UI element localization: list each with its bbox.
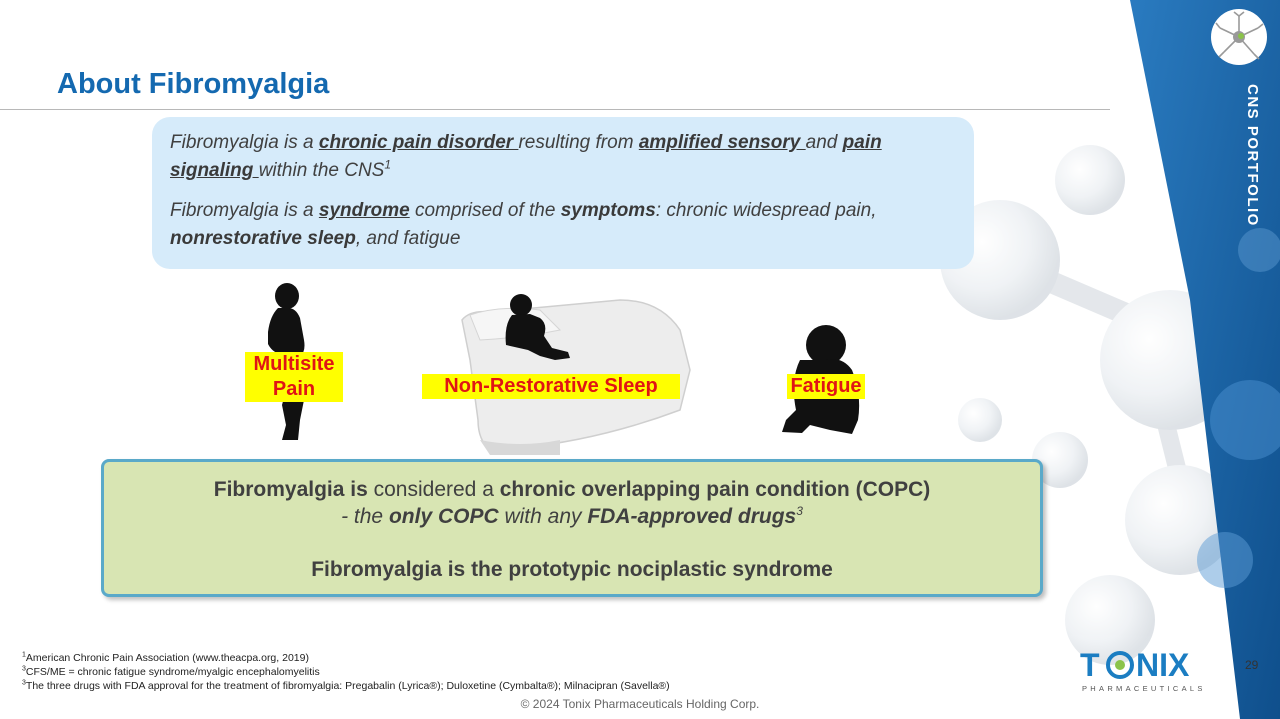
copc-l2-text-2: with any [498, 505, 588, 528]
copc-l1-text: considered a [367, 478, 500, 501]
multisite-pain-label-line2: Pain [272, 378, 316, 400]
def2-symptoms: symptoms [560, 200, 656, 221]
footnote-1-text: American Chronic Pain Association (www.theacpa.org, 2019) [25, 652, 309, 664]
fatigue-label: Fatigue [787, 374, 865, 399]
copc-l2-bold-2: FDA-approved drugs [587, 505, 797, 528]
tonix-logo [1078, 646, 1208, 694]
copc-line-2 [104, 503, 1040, 530]
footnote-3 [22, 679, 670, 693]
svg-text:NIX: NIX [1136, 647, 1190, 683]
copc-l1-bold-2: chronic overlapping pain condition (COPC) [499, 478, 931, 501]
page-number: 29 [1245, 658, 1259, 672]
copc-footnote-ref: 3 [796, 504, 803, 518]
copc-box [101, 459, 1043, 597]
def1-text-2: resulting from [518, 132, 639, 153]
def2-nonrestorative-sleep: nonrestorative sleep [170, 228, 356, 249]
def2-text: Fibromyalgia is a [170, 200, 319, 221]
footnote-1-marker: 1 [22, 651, 26, 659]
footnote-2-text: CFS/ME = chronic fatigue syndrome/myalgic encephalomyelitis [25, 666, 320, 678]
footnotes [22, 651, 670, 693]
def1-footnote-ref: 1 [384, 157, 392, 172]
def2-text-3: : chronic widespread pain, [655, 200, 877, 221]
multisite-pain-label-line1: Multisite [253, 353, 335, 375]
copc-l2-bold-1: only COPC [388, 505, 499, 528]
def2-text-2: comprised of the [409, 200, 561, 221]
def1-text: Fibromyalgia is a [170, 132, 319, 153]
def1-text-4: within the CNS [258, 160, 385, 181]
section-label-text: CNS PORTFOLIO [1244, 84, 1261, 227]
footnote-3-marker: 3 [22, 679, 26, 687]
svg-text:T: T [1080, 647, 1100, 683]
copc-line-1 [104, 476, 1040, 503]
def1-chronic-pain: chronic pain disorder [318, 132, 519, 153]
multisite-pain-label [245, 352, 343, 402]
copyright: © 2024 Tonix Pharmaceuticals Holding Corp. [520, 697, 760, 711]
page-title: About Fibromyalgia [57, 68, 330, 100]
def1-pain-signaling: pain signaling [170, 132, 882, 181]
sleep-label: Non-Restorative Sleep [422, 374, 680, 399]
def1-amplified-sensory: amplified sensory [638, 132, 806, 153]
footnote-1 [22, 651, 670, 665]
footnote-3-text: The three drugs with FDA approval for the treatment of fibromyalgia: Pregabalin (Lyrica®); Duloxetine (Cymbalta®); Milnacipran (Savella®) [25, 680, 670, 692]
copc-line-3: Fibromyalgia is the prototypic nociplastic syndrome [311, 558, 833, 581]
footnote-2 [22, 665, 670, 679]
footnote-2-marker: 3 [22, 665, 26, 673]
def2-text-4: , and fatigue [355, 228, 461, 249]
def1-text-3: and [805, 132, 843, 153]
copc-l1-bold-1: Fibromyalgia is [213, 478, 368, 501]
def2-syndrome: syndrome [318, 200, 410, 221]
copc-l2-text: - the [341, 505, 389, 528]
svg-text:PHARMACEUTICALS: PHARMACEUTICALS [1082, 684, 1206, 693]
